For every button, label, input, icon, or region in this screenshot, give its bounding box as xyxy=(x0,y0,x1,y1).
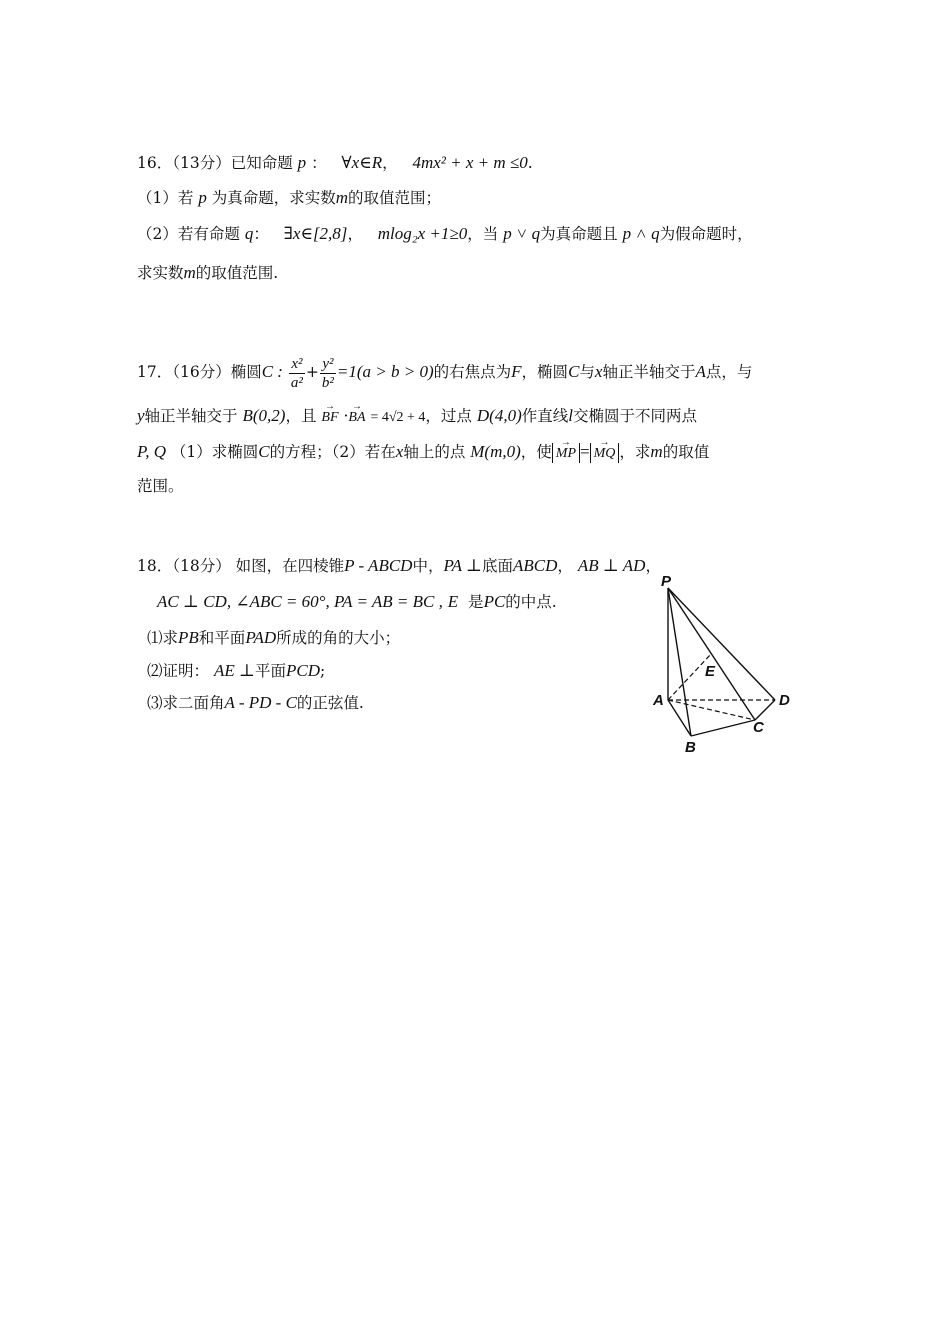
q16-part1-post: 为真命题，求实数 xyxy=(211,189,336,207)
q18-text: 是 xyxy=(468,593,484,611)
q16-m: m xyxy=(183,263,196,282)
q18-cond3: AC ⊥ CD, ∠ABC = 60°, PA = AB = BC , xyxy=(157,592,443,611)
q17-x: x xyxy=(594,362,603,381)
q16-header: 16．（13分）已知命题 xyxy=(137,154,293,172)
q17-B-point: B(0,2) xyxy=(242,406,286,425)
q18-PAD: PAD xyxy=(245,628,277,647)
q17-text: 轴正半轴交于 xyxy=(602,363,696,381)
q16-and-expr: p ˄ q xyxy=(622,224,660,243)
q18-part2 xyxy=(147,660,325,682)
q17-PQ: P, Q xyxy=(137,442,166,461)
q17-text: 与 xyxy=(579,363,595,381)
q16-statement: 16．（13分）已知命题 p ： ∀x∈R， 4mx² + x + m ≤0. xyxy=(137,153,533,172)
q16-p: p xyxy=(198,188,207,207)
q17-m: m xyxy=(650,442,663,461)
q17-l: l xyxy=(568,406,573,425)
q17-line4 xyxy=(137,475,184,497)
q17-y: y xyxy=(137,406,145,425)
q16-part2-line2-post: 的取值范围. xyxy=(195,264,279,282)
q16-part1-end: 的取值范围； xyxy=(348,189,442,207)
label-C: C xyxy=(753,719,764,736)
q16-part2-mid2: 为真命题且 xyxy=(540,225,618,243)
q17-frac-x xyxy=(289,355,305,392)
q17-text: 范围。 xyxy=(137,477,184,495)
q17-text: ，且 xyxy=(285,407,317,425)
q18-PB: PB xyxy=(178,628,199,647)
q17-text: ，过点 xyxy=(425,407,472,425)
q16-exists: ∃x∈[2,8] xyxy=(283,224,348,243)
q17-line2: y轴正半轴交于 B(0,2)，且 → BF ·→ BA = 4√2 + 4，过点 D(4,0)作直线l交椭圆于不同两点 xyxy=(137,405,697,429)
q18-line1 xyxy=(137,555,661,577)
edge-BC xyxy=(691,720,755,736)
q18-line2 xyxy=(157,591,557,613)
frac-den: a² xyxy=(290,374,303,391)
q17-ellipse-name: C : xyxy=(261,362,283,381)
q17-text: 轴上的点 xyxy=(403,443,466,461)
q17-M-point: M(m,0) xyxy=(470,442,521,461)
q17-A: A xyxy=(695,362,706,381)
q17-text: 的取值 xyxy=(662,443,710,461)
label-B: B xyxy=(685,739,696,756)
q18-text: ， xyxy=(557,557,573,575)
q17-frac-y xyxy=(320,355,336,392)
q17-vector-MQ: → MQ xyxy=(594,445,616,463)
q17-line1: 17．（16分）椭圆C : $\frac{\text{x²}}{\text{a²}}$ + $\frac{\text{y²}}{\text{b²}}$ =1(a > b > 0)的右焦点为F，椭圆C与x轴正半轴交于A点，与 xyxy=(137,355,753,391)
q18-part1 xyxy=(147,627,400,649)
q16-part2-line2-pre: 求实数 xyxy=(137,264,184,282)
q17-text: ，椭圆 xyxy=(521,363,569,381)
q18-text: ， xyxy=(645,557,661,575)
q18-PCD: PCD xyxy=(285,661,320,680)
q18-E: E xyxy=(447,592,459,611)
q16-part2-mid3: 为假命题时， xyxy=(659,225,753,243)
frac-num: y² xyxy=(320,355,336,374)
q17-dot-value: = 4√2 + 4 xyxy=(370,410,426,425)
q17-text: 交椭圆于不同两点 xyxy=(572,407,697,425)
pyramid-figure xyxy=(645,574,805,759)
q18-part2-mid: 平面 xyxy=(254,662,286,680)
q18-text: 中， xyxy=(412,557,444,575)
q17-line3 xyxy=(137,441,709,463)
q18-AE: AE ⊥ xyxy=(213,661,255,680)
q17-header: 17．（16分）椭圆 xyxy=(137,363,262,381)
q16-period: . xyxy=(527,154,533,172)
q17-eq-tail: =1(a > b > 0) xyxy=(336,362,434,381)
q17-eq: = xyxy=(580,442,590,461)
q18-part3-pre: ⑶求二面角 xyxy=(147,694,225,712)
label-A: A xyxy=(653,692,664,709)
q16-colon: ： xyxy=(311,154,327,172)
q16-part1-pre: （1）若 xyxy=(137,189,194,207)
q18-part1-post: 所成的角的大小； xyxy=(276,629,401,647)
q17-abs-MQ xyxy=(590,443,620,463)
frac-num: x² xyxy=(289,355,305,374)
q18-base: ABCD xyxy=(513,556,558,575)
edge-PD xyxy=(668,588,775,700)
q16-part2-line2 xyxy=(137,262,278,284)
q16-part1 xyxy=(137,187,441,209)
frac-den: b² xyxy=(321,374,334,391)
q16-part2: （2）若有命题 q： ∃x∈[2,8]， mlog₂x +1≥0，当 p ˅ q为真命题且 p ˄ q为假命题时， xyxy=(137,224,753,243)
q18-part2-pre: ⑵证明： xyxy=(147,662,210,680)
q16-q: q xyxy=(244,224,254,243)
q17-text: 的右焦点为 xyxy=(433,363,512,381)
q17-F: F xyxy=(511,362,522,381)
q17-D-point: D(4,0) xyxy=(476,406,522,425)
edge-PB xyxy=(668,588,691,736)
q16-or-expr: p ˅ q xyxy=(503,224,541,243)
q16-p: p xyxy=(297,153,307,172)
q18-PC: PC xyxy=(483,592,506,611)
q16-inequality: 4mx² + x + m ≤0 xyxy=(412,153,528,172)
q17-text: （1）求椭圆 xyxy=(170,443,259,461)
q17-text: ，求 xyxy=(619,443,651,461)
q18-header: 18．（18分） 如图，在四棱锥 xyxy=(137,557,345,575)
q16-m: m xyxy=(335,188,349,207)
q17-vector-MP: → MP xyxy=(556,445,576,463)
q17-x: x xyxy=(395,442,404,461)
q17-abs-MP xyxy=(552,443,580,463)
label-E: E xyxy=(705,663,716,680)
label-D: D xyxy=(779,692,790,709)
q17-text: ，使 xyxy=(520,443,552,461)
q18-dihedral: A - PD - C xyxy=(224,693,297,712)
q16-part2-pre: （2）若有命题 xyxy=(137,225,240,243)
q18-part1-mid: 和平面 xyxy=(198,629,246,647)
q18-pyramid: P - ABCD xyxy=(344,556,413,575)
q16-part2-mid1: ，当 xyxy=(467,225,499,243)
q17-C: C xyxy=(568,362,580,381)
q18-cond1: PA ⊥ xyxy=(443,556,482,575)
q16-inequality2: mlog₂x +1≥0 xyxy=(377,224,468,243)
q18-part1-pre: ⑴求 xyxy=(147,629,179,647)
q16-forall: ∀x∈R xyxy=(341,153,383,172)
q18-text: 底面 xyxy=(481,557,513,575)
q18-part3-post: 的正弦值. xyxy=(296,694,364,712)
q17-C: C xyxy=(258,442,270,461)
q18-text: 的中点. xyxy=(505,593,557,611)
edge-AC-hidden xyxy=(668,700,755,720)
q17-text: 作直线 xyxy=(521,407,569,425)
edge-CD xyxy=(755,700,775,720)
q17-vector-BA: → BA xyxy=(348,407,365,429)
label-P: P xyxy=(661,574,672,590)
q17-text: 轴正半轴交于 xyxy=(144,407,238,425)
q18-part2-post: ; xyxy=(319,662,326,680)
q18-part3 xyxy=(147,692,364,714)
q17-vector-BF: → BF xyxy=(321,407,338,429)
q17-text: 的方程；（2）若在 xyxy=(269,443,396,461)
q17-text: 点，与 xyxy=(705,363,753,381)
q18-cond2: AB ⊥ AD xyxy=(577,556,646,575)
